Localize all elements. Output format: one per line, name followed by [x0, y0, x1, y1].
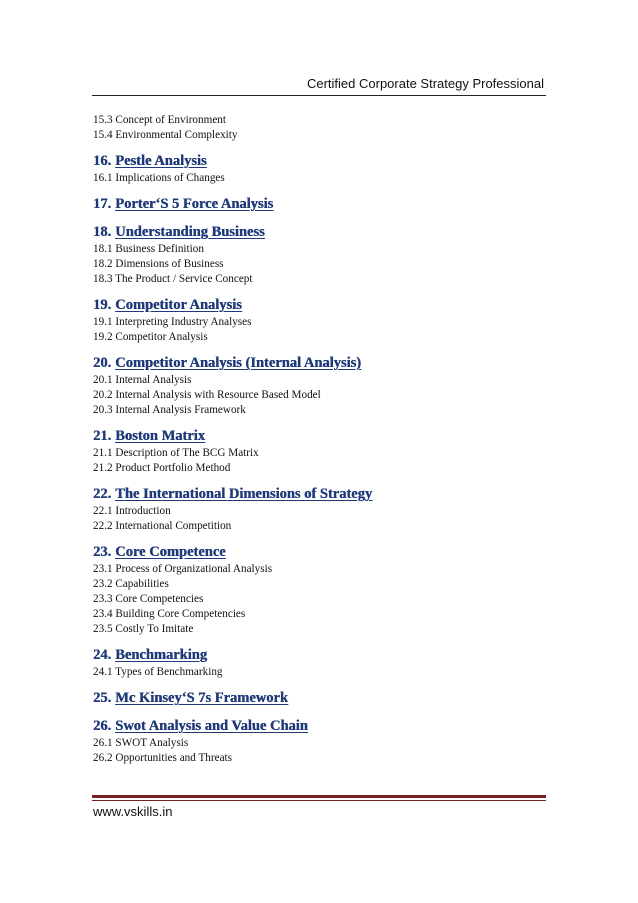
section-title: Pestle Analysis — [115, 153, 207, 169]
toc-subitem: 16.1 Implications of Changes — [93, 172, 225, 184]
toc-subitem: 15.4 Environmental Complexity — [93, 129, 238, 141]
toc-subitem: 21.1 Description of The BCG Matrix — [93, 447, 259, 459]
section-heading — [93, 689, 553, 708]
toc-subitem: 23.4 Building Core Competencies — [93, 608, 246, 620]
toc-section — [93, 543, 553, 637]
section-number: 17. — [93, 196, 112, 212]
toc-subitem: 26.1 SWOT Analysis — [93, 737, 189, 749]
section-number: 19. — [93, 297, 112, 313]
toc-section — [93, 223, 553, 287]
section-heading — [93, 646, 553, 665]
toc-subitem: 20.2 Internal Analysis with Resource Based Model — [93, 389, 321, 401]
toc-subitem: 20.3 Internal Analysis Framework — [93, 404, 246, 416]
section-heading — [93, 354, 553, 373]
toc-section — [93, 152, 553, 186]
section-title: Competitor Analysis — [115, 297, 242, 313]
section-number: 23. — [93, 544, 112, 560]
toc-subitem: 20.1 Internal Analysis — [93, 374, 192, 386]
toc-subitem: 24.1 Types of Benchmarking — [93, 666, 223, 678]
toc-subitem: 22.1 Introduction — [93, 505, 171, 517]
footer-divider-thin — [92, 800, 546, 801]
toc-section — [93, 427, 553, 476]
section-heading — [93, 223, 553, 242]
section-title: Mc Kinsey‘S 7s Framework — [115, 690, 288, 706]
toc-sections — [93, 152, 553, 766]
toc-section — [93, 195, 553, 214]
section-heading — [93, 427, 553, 446]
toc-subitem: 18.1 Business Definition — [93, 243, 204, 255]
toc-subitem: 22.2 International Competition — [93, 520, 232, 532]
toc-subitem: 19.1 Interpreting Industry Analyses — [93, 316, 252, 328]
toc-section — [93, 717, 553, 766]
toc-subitem: 23.3 Core Competencies — [93, 593, 204, 605]
section-number: 18. — [93, 224, 112, 240]
section-title: Understanding Business — [115, 224, 265, 240]
section-number: 25. — [93, 690, 112, 706]
prelude-items — [93, 113, 553, 143]
toc-subitem: 21.2 Product Portfolio Method — [93, 462, 231, 474]
footer-url: www.vskills.in — [93, 804, 173, 819]
toc-section — [93, 296, 553, 345]
section-heading — [93, 717, 553, 736]
section-title: Porter‘S 5 Force Analysis — [115, 196, 274, 212]
header-divider — [92, 95, 546, 96]
section-number: 24. — [93, 647, 112, 663]
section-title: Boston Matrix — [115, 428, 205, 444]
section-number: 20. — [93, 355, 112, 371]
section-title: The International Dimensions of Strategy — [115, 486, 373, 502]
section-number: 21. — [93, 428, 112, 444]
section-title: Competitor Analysis (Internal Analysis) — [115, 355, 361, 371]
toc-subitem: 23.5 Costly To Imitate — [93, 623, 194, 635]
section-heading — [93, 485, 553, 504]
section-number: 26. — [93, 718, 112, 734]
toc-subitem: 19.2 Competitor Analysis — [93, 331, 208, 343]
toc-section — [93, 646, 553, 680]
toc-subitem: 23.1 Process of Organizational Analysis — [93, 563, 273, 575]
toc-content — [93, 113, 553, 766]
section-number: 22. — [93, 486, 112, 502]
section-title: Benchmarking — [115, 647, 207, 663]
section-title: Swot Analysis and Value Chain — [115, 718, 308, 734]
toc-section — [93, 689, 553, 708]
section-number: 16. — [93, 153, 112, 169]
toc-subitem: 15.3 Concept of Environment — [93, 114, 226, 126]
toc-section — [93, 485, 553, 534]
section-heading — [93, 195, 553, 214]
section-heading — [93, 152, 553, 171]
section-title: Core Competence — [115, 544, 226, 560]
section-heading — [93, 543, 553, 562]
footer-divider-thick — [92, 795, 546, 798]
section-heading — [93, 296, 553, 315]
toc-section — [93, 354, 553, 418]
page-header-title: Certified Corporate Strategy Professional — [306, 76, 544, 91]
toc-subitem: 23.2 Capabilities — [93, 578, 169, 590]
toc-subitem: 26.2 Opportunities and Threats — [93, 752, 232, 764]
toc-subitem: 18.3 The Product / Service Concept — [93, 273, 253, 285]
toc-subitem: 18.2 Dimensions of Business — [93, 258, 224, 270]
